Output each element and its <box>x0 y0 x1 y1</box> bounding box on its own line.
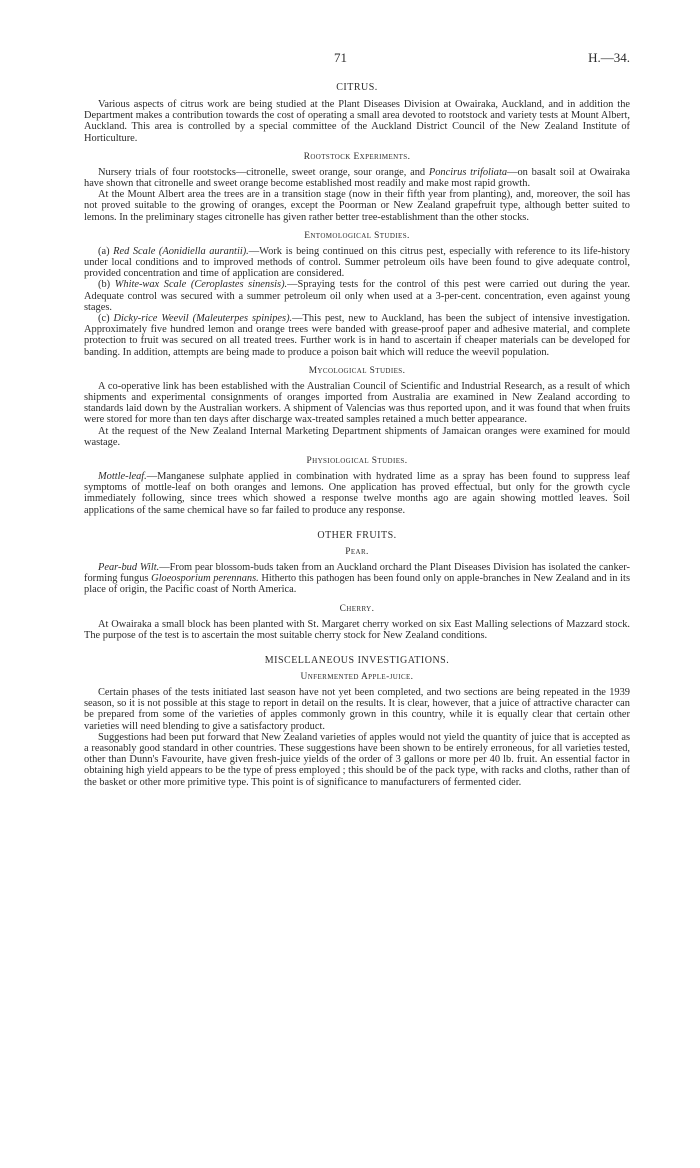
dicky-rice-weevil-paragraph: (c) Dicky-rice Weevil (Maleuterpes spinipes).—This pest, new to Auckland, has been the subject of intensive investigation. Approximately five hundred lemon and orange trees were banded with grease-proof paper and adhesive material, and complete protection to fruit was secured on all treated trees. Further work is in hand to ascertain if cheaper materials can be developed for banding. In addition, attempts are being made to produce a poison bait which will reduce the weevil population. <box>84 313 630 358</box>
cherry-heading: Cherry. <box>339 603 375 614</box>
rootstock-paragraph-2: At the Mount Albert area the trees are in a transition stage (now in their fifth year from planting), and, moreover, the soil has not proved suitable to the growing of oranges, except the Poorman or New Zealand grapefruit type, although better suited to lemons. In the preliminary stages citronelle has given rather better tree-establishment than the other stocks. <box>84 189 630 223</box>
page-header <box>84 50 630 68</box>
pear-section <box>84 562 630 596</box>
mottle-leaf-paragraph: Mottle-leaf.—Manganese sulphate applied in combination with hydrated lime as a spray has been found to suppress leaf symptoms of mottle-leaf on both oranges and lemons. One application has proved effectual, but only for the growth cycle immediately following, since trees which showed a response twelve months ago are again showing mottled leaves. Soil applications of the same chemical have so far failed to produce any response. <box>84 471 630 516</box>
physiological-section <box>84 471 630 516</box>
citrus-intro-paragraph: Various aspects of citrus work are being studied at the Plant Diseases Division at Owairaka, Auckland, and in addition the Department makes a contribution towards the cost of operating a small area devoted to rootstock and variety tests at Mount Albert, Auckland. This area is controlled by a special committee of the Auckland District Council of the New Zealand Institute of Horticulture. <box>84 99 630 144</box>
rootstock-section <box>84 167 630 223</box>
cherry-paragraph: At Owairaka a small block has been planted with St. Margaret cherry worked on six East Malling selections of Mazzard stock. The purpose of the test is to ascertain the most suitable cherry stock for New Zealand conditions. <box>84 618 630 641</box>
pear-heading: Pear. <box>345 546 369 557</box>
miscellaneous-heading: MISCELLANEOUS INVESTIGATIONS. <box>264 654 450 666</box>
entomological-heading: Entomological Studies. <box>304 230 410 241</box>
apple-juice-heading: Unfermented Apple-juice. <box>300 671 414 682</box>
rootstock-paragraph-1: Nursery trials of four rootstocks—citronelle, sweet orange, sour orange, and Poncirus trifoliata—on basalt soil at Owairaka have shown that citronelle and sweet orange become established most readily and make most rapid growth. <box>84 166 630 190</box>
apple-juice-section <box>84 687 630 788</box>
apple-juice-paragraph-1: Certain phases of the tests initiated last season have not yet been completed, and two sections are being repeated in the 1939 season, so it is not possible at this stage to report in detail on the results. It is clear, however, that a juice of attractive character can be prepared from some of the varieties of apples commonly grown in this country, while it is equally clear that certain other varieties will need blending to give a satisfactory product. <box>84 686 630 732</box>
citrus-heading: CITRUS. <box>336 82 378 93</box>
document-page <box>84 50 630 794</box>
mycological-section <box>84 381 630 448</box>
pear-bud-wilt-paragraph: Pear-bud Wilt.—From pear blossom-buds taken from an Auckland orchard the Plant Diseases Division has isolated the canker-forming fungus Gloeosporium perennans. Hitherto this pathogen has been found only on apple-branches in New Zealand and in its place of origin, the Pacific coast of North America. <box>84 561 630 596</box>
document-reference: H.—34. <box>588 50 630 65</box>
mycological-paragraph-2: At the request of the New Zealand Internal Marketing Department shipments of Jamaican oranges were examined for mould wastage. <box>84 425 630 448</box>
cherry-section <box>84 619 630 641</box>
citrus-intro-section <box>84 99 630 144</box>
rootstock-heading: Rootstock Experiments. <box>303 151 411 162</box>
page-number: 71 <box>334 50 347 65</box>
other-fruits-heading: OTHER FRUITS. <box>317 529 397 541</box>
entomological-section <box>84 246 630 358</box>
physiological-heading: Physiological Studies. <box>306 456 408 467</box>
apple-juice-paragraph-2: Suggestions had been put forward that New Zealand varieties of apples would not yield the quantity of juice that is accepted as a reasonably good standard in other countries. These suggestions have been shown to be entirely erroneous, for all varieties tested, other than Dunn's Favourite, have given fresh-juice yields of the order of 3 gallons or more per 40 lb. fruit. An essential factor in obtaining high yield appears to be the type of press employed ; this should be of the pack type, with racks and cloths, rather than of the basket or other more primitive type. This point is of significance to manufacturers of fermented cider. <box>84 731 630 788</box>
mycological-paragraph-1: A co-operative link has been established with the Australian Council of Scientific and Industrial Research, as a result of which shipments and experimental consignments of oranges imported from Australia are examined in New Zealand according to standards laid down by the Australian workers. A shipment of Valencias was thus reported upon, and it was found that when fruits were stored for more than ten days after discharge wax-treated samples retained a much better appearance. <box>84 380 630 426</box>
red-scale-paragraph: (a) Red Scale (Aonidiella aurantii).—Work is being continued on this citrus pest, especially with reference to its life-history under local conditions and to improved methods of control. Summer petroleum oils have been found to give adequate control, provided concentration and time of application are considered. <box>84 245 630 280</box>
white-wax-scale-paragraph: (b) White-wax Scale (Ceroplastes sinensis).—Spraying tests for the control of this pest were carried out during the year. Adequate control was secured with a summer petroleum oil only when used at a 3-per-cent. concentration, even against young stages. <box>84 279 630 313</box>
mycological-heading: Mycological Studies. <box>308 365 406 376</box>
